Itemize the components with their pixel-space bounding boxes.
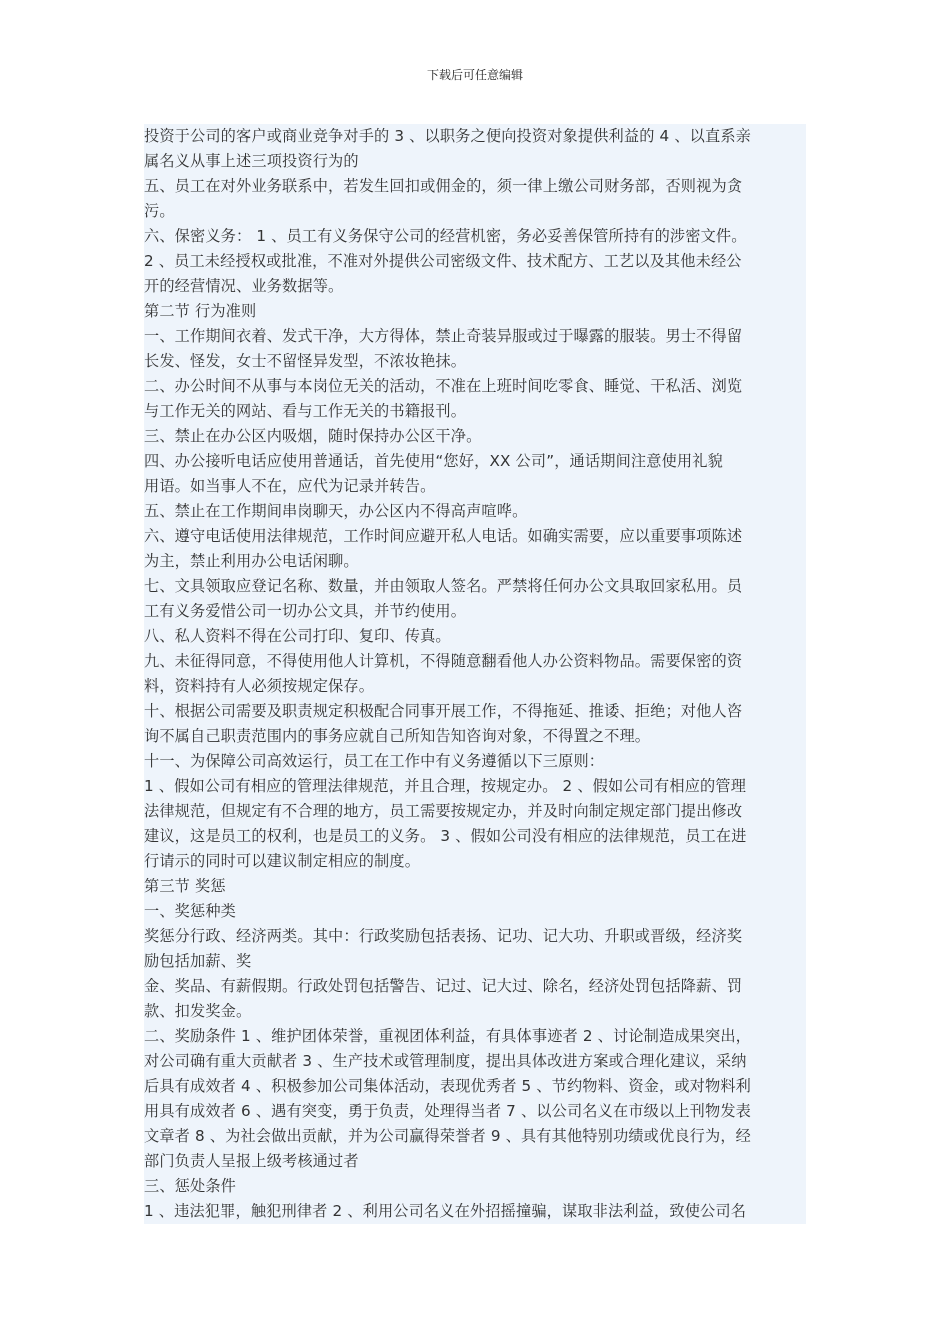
text-line: 六、遵守电话使用法律规范，工作时间应避开私人电话。如确实需要，应以重要事项陈述 xyxy=(144,524,806,549)
text-line: 开的经营情况、业务数据等。 xyxy=(144,274,806,299)
text-line: 十一、为保障公司高效运行，员工在工作中有义务遵循以下三原则： xyxy=(144,749,806,774)
text-line: 询不属自己职责范围内的事务应就自己所知告知咨询对象，不得置之不理。 xyxy=(144,724,806,749)
text-line: 一、工作期间衣着、发式干净，大方得体，禁止奇装异服或过于曝露的服装。男士不得留 xyxy=(144,324,806,349)
text-line: 2 、员工未经授权或批准，不准对外提供公司密级文件、技术配方、工艺以及其他未经公 xyxy=(144,249,806,274)
text-line: 金、奖品、有薪假期。行政处罚包括警告、记过、记大过、除名，经济处罚包括降薪、罚 xyxy=(144,974,806,999)
text-line: 三、禁止在办公区内吸烟，随时保持办公区干净。 xyxy=(144,424,806,449)
text-line: 励包括加薪、奖 xyxy=(144,949,806,974)
text-line: 款、扣发奖金。 xyxy=(144,999,806,1024)
text-line: 法律规范，但规定有不合理的地方，员工需要按规定办，并及时向制定规定部门提出修改 xyxy=(144,799,806,824)
text-line: 十、根据公司需要及职责规定积极配合同事开展工作，不得拖延、推诿、拒绝；对他人咨 xyxy=(144,699,806,724)
text-line: 六、保密义务： 1 、员工有义务保守公司的经营机密，务必妥善保管所持有的涉密文件。 xyxy=(144,224,806,249)
document-body xyxy=(144,124,806,1224)
text-line: 污。 xyxy=(144,199,806,224)
text-line: 一、奖惩种类 xyxy=(144,899,806,924)
text-line: 长发、怪发，女士不留怪异发型，不浓妆艳抹。 xyxy=(144,349,806,374)
text-line: 与工作无关的网站、看与工作无关的书籍报刊。 xyxy=(144,399,806,424)
text-line: 料，资料持有人必须按规定保存。 xyxy=(144,674,806,699)
text-line: 四、办公接听电话应使用普通话，首先使用“您好，XX 公司”，通话期间注意使用礼貌 xyxy=(144,449,806,474)
text-line: 第二节 行为准则 xyxy=(144,299,806,324)
text-line: 用具有成效者 6 、遇有突变，勇于负责，处理得当者 7 、以公司名义在市级以上刊物发表 xyxy=(144,1099,806,1124)
text-line: 五、禁止在工作期间串岗聊天，办公区内不得高声喧哗。 xyxy=(144,499,806,524)
text-line: 三、惩处条件 xyxy=(144,1174,806,1199)
text-line: 对公司确有重大贡献者 3 、生产技术或管理制度，提出具体改进方案或合理化建议，采纳 xyxy=(144,1049,806,1074)
text-line: 行请示的同时可以建议制定相应的制度。 xyxy=(144,849,806,874)
text-line: 后具有成效者 4 、积极参加公司集体活动，表现优秀者 5 、节约物料、资金，或对物料利 xyxy=(144,1074,806,1099)
text-line: 用语。如当事人不在，应代为记录并转告。 xyxy=(144,474,806,499)
text-line: 八、私人资料不得在公司打印、复印、传真。 xyxy=(144,624,806,649)
text-line: 1 、假如公司有相应的管理法律规范，并且合理，按规定办。 2 、假如公司有相应的管理 xyxy=(144,774,806,799)
text-line: 奖惩分行政、经济两类。其中：行政奖励包括表扬、记功、记大功、升职或晋级，经济奖 xyxy=(144,924,806,949)
text-line: 七、文具领取应登记名称、数量，并由领取人签名。严禁将任何办公文具取回家私用。员 xyxy=(144,574,806,599)
text-line: 投资于公司的客户或商业竞争对手的 3 、以职务之便向投资对象提供利益的 4 、以直系亲 xyxy=(144,124,806,149)
text-line: 五、员工在对外业务联系中，若发生回扣或佣金的，须一律上缴公司财务部，否则视为贪 xyxy=(144,174,806,199)
text-line: 为主，禁止利用办公电话闲聊。 xyxy=(144,549,806,574)
text-line: 第三节 奖惩 xyxy=(144,874,806,899)
text-line: 文章者 8 、为社会做出贡献，并为公司赢得荣誉者 9 、具有其他特别功绩或优良行为，经 xyxy=(144,1124,806,1149)
text-line: 1 、违法犯罪，触犯刑律者 2 、利用公司名义在外招摇撞骗，谋取非法利益，致使公司名 xyxy=(144,1199,806,1224)
text-line: 工有义务爱惜公司一切办公文具，并节约使用。 xyxy=(144,599,806,624)
text-line: 属名义从事上述三项投资行为的 xyxy=(144,149,806,174)
text-line: 二、奖励条件 1 、维护团体荣誉，重视团体利益，有具体事迹者 2 、讨论制造成果突出， xyxy=(144,1024,806,1049)
text-line: 建议，这是员工的权利，也是员工的义务。 3 、假如公司没有相应的法律规范，员工在进 xyxy=(144,824,806,849)
text-line: 九、未征得同意，不得使用他人计算机，不得随意翻看他人办公资料物品。需要保密的资 xyxy=(144,649,806,674)
text-line: 部门负责人呈报上级考核通过者 xyxy=(144,1149,806,1174)
page-header: 下载后可任意编辑 xyxy=(426,68,523,82)
text-line: 二、办公时间不从事与本岗位无关的活动，不准在上班时间吃零食、睡觉、干私活、浏览 xyxy=(144,374,806,399)
